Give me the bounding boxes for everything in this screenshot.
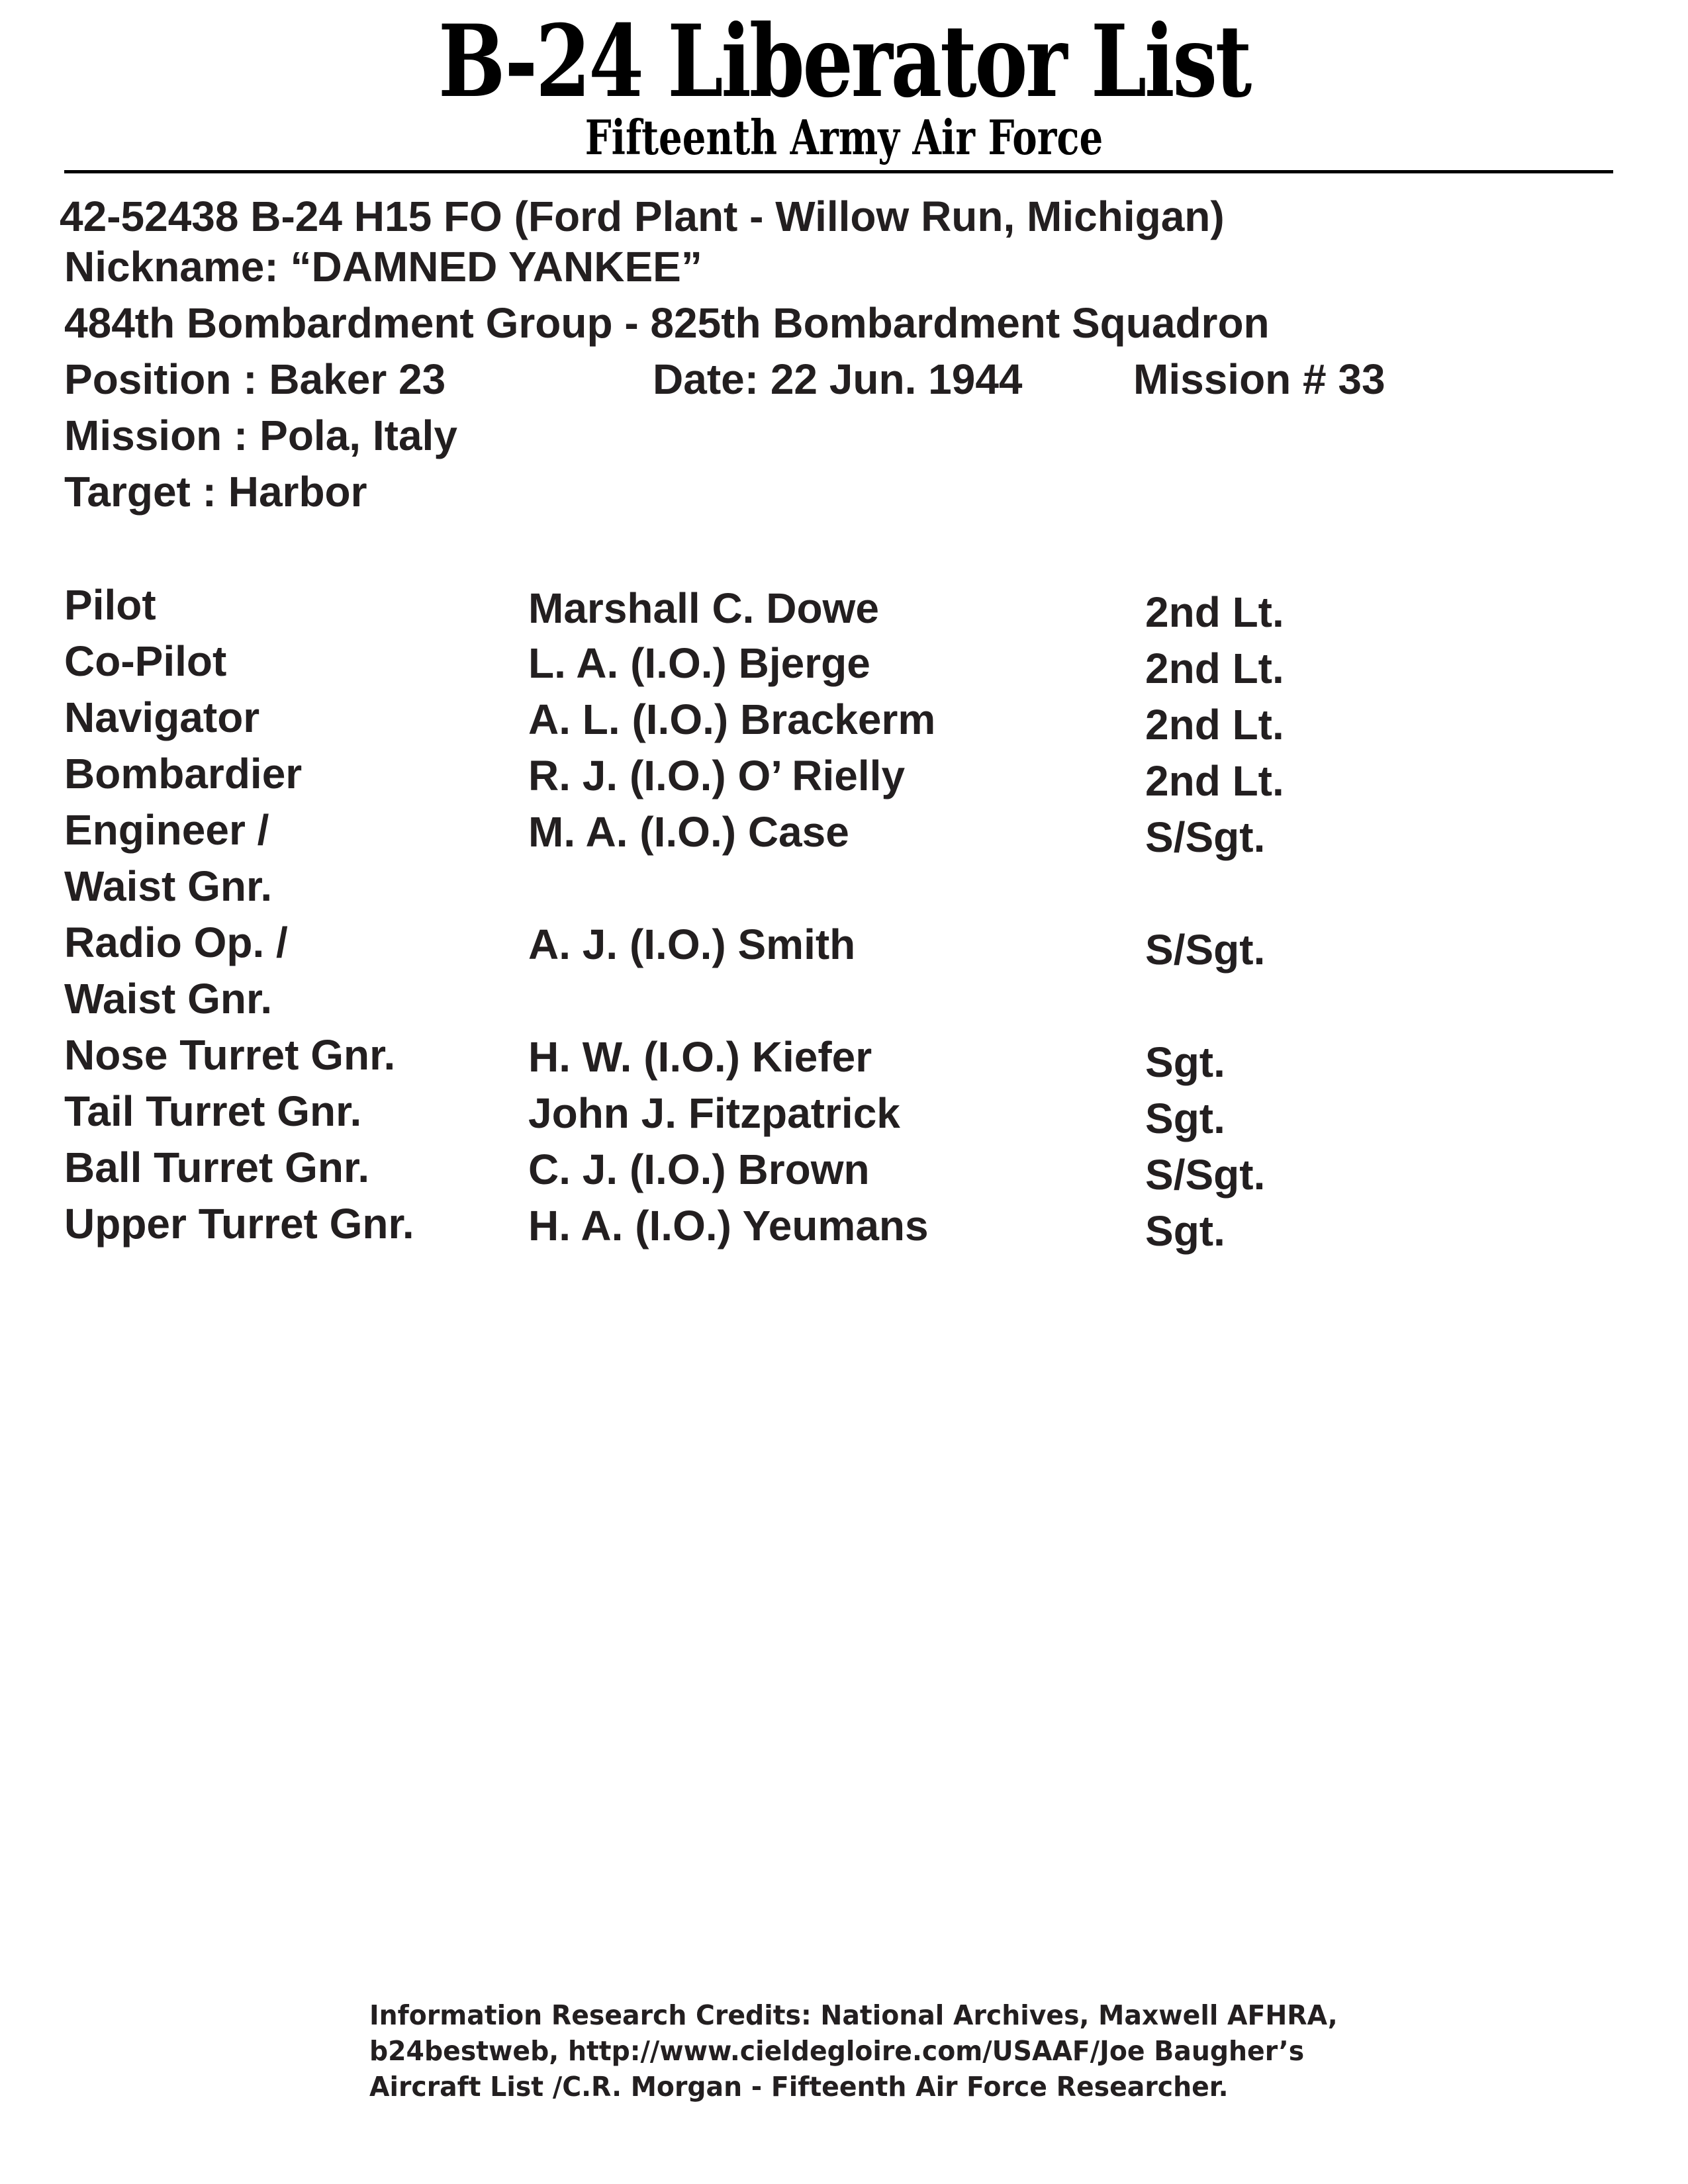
crew-name: C. J. (I.O.) Brown: [528, 1146, 870, 1193]
crew-role: Nose Turret Gnr.: [64, 1031, 396, 1079]
position-line: Position : Baker 23: [64, 355, 446, 403]
crew-role-continued: Waist Gnr.: [64, 975, 273, 1023]
title-divider: [64, 170, 1613, 173]
mission-number: Mission # 33: [1133, 355, 1385, 403]
crew-name: H. A. (I.O.) Yeumans: [528, 1202, 929, 1250]
crew-role: Pilot: [64, 581, 156, 629]
crew-rank: Sgt.: [1145, 1207, 1225, 1255]
crew-name: A. L. (I.O.) Brackerm: [528, 696, 936, 743]
crew-rank: S/Sgt.: [1145, 1151, 1266, 1199]
crew-name: H. W. (I.O.) Kiefer: [528, 1033, 872, 1081]
crew-role-continued: Waist Gnr.: [64, 862, 273, 910]
crew-role: Co-Pilot: [64, 637, 227, 685]
crew-rank: Sgt.: [1145, 1095, 1225, 1142]
page-subtitle: Fifteenth Army Air Force: [585, 109, 1103, 165]
crew-role: Ball Turret Gnr.: [64, 1144, 370, 1191]
page-title: B-24 Liberator List: [438, 3, 1250, 120]
crew-rank: S/Sgt.: [1145, 813, 1266, 861]
crew-name: Marshall C. Dowe: [528, 584, 879, 632]
crew-rank: 2nd Lt.: [1145, 701, 1284, 749]
research-credits: [369, 1997, 1338, 2105]
crew-rank: Sgt.: [1145, 1038, 1225, 1086]
crew-name: M. A. (I.O.) Case: [528, 808, 849, 856]
mission-line: Mission : Pola, Italy: [64, 412, 457, 459]
crew-role: Navigator: [64, 694, 260, 741]
crew-role: Bombardier: [64, 750, 303, 797]
crew-role: Upper Turret Gnr.: [64, 1200, 414, 1248]
crew-name: A. J. (I.O.) Smith: [528, 921, 856, 968]
mission-date: Date: 22 Jun. 1944: [653, 355, 1023, 403]
crew-rank: 2nd Lt.: [1145, 588, 1284, 636]
crew-name: L. A. (I.O.) Bjerge: [528, 639, 870, 687]
crew-rank: 2nd Lt.: [1145, 757, 1284, 805]
crew-role: Tail Turret Gnr.: [64, 1087, 362, 1135]
crew-role: Engineer /: [64, 806, 269, 854]
credits-line: b24bestweb, http://www.cieldegloire.com/USAAF/Joe Baugher’s: [369, 2035, 1305, 2067]
serial-line: 42-52438 B-24 H15 FO (Ford Plant - Willow Run, Michigan): [60, 193, 1225, 240]
credits-line: Information Research Credits: National Archives, Maxwell AFHRA,: [369, 1999, 1338, 2031]
credits-line: Aircraft List /C.R. Morgan - Fifteenth Air Force Researcher.: [369, 2071, 1229, 2103]
crew-rank: 2nd Lt.: [1145, 645, 1284, 692]
target-line: Target : Harbor: [64, 468, 367, 516]
crew-name: R. J. (I.O.) O’ Rielly: [528, 752, 906, 799]
crew-role: Radio Op. /: [64, 919, 288, 966]
crew-rank: S/Sgt.: [1145, 926, 1266, 974]
crew-name: John J. Fitzpatrick: [528, 1089, 900, 1137]
nickname: Nickname: “DAMNED YANKEE”: [64, 243, 702, 291]
unit-line: 484th Bombardment Group - 825th Bombardment Squadron: [64, 299, 1270, 347]
